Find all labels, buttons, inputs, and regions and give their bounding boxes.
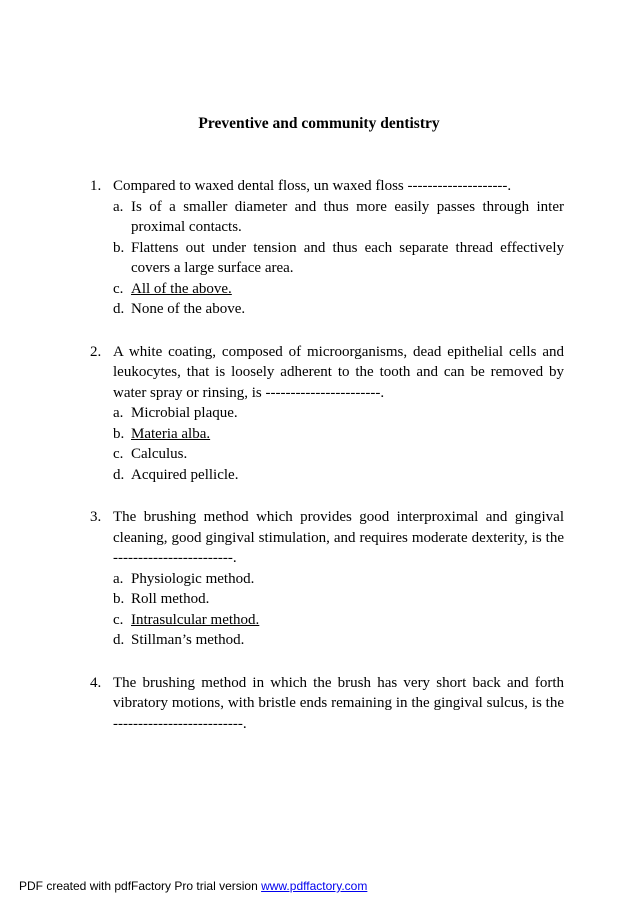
question-text: The brushing method which provides good interproximal and gingival cleaning, good gingival stimulation, and requires moderate dexterity, is the ------------------------.	[113, 509, 564, 566]
footer-link[interactable]: www.pdffactory.com	[261, 879, 368, 893]
option-text-answer: All of the above.	[131, 280, 232, 297]
option-label: d.	[113, 632, 125, 648]
option-text: None of the above.	[131, 301, 246, 317]
option-d	[113, 465, 564, 486]
option-label: c.	[113, 446, 124, 462]
option-label: c.	[113, 280, 124, 297]
option-text: Is of a smaller diameter and thus more easily passes through inter proximal contacts.	[131, 198, 564, 235]
option-label: d.	[113, 466, 125, 483]
option-d	[113, 630, 564, 651]
option-a	[113, 403, 564, 424]
question-number: 3.	[90, 509, 102, 525]
question-text: A white coating, composed of microorganisms, dead epithelial cells and leukocytes, that is loosely adherent to the tooth and can be removed by water spray or rinsing, is -----------------------.	[113, 343, 564, 401]
option-c	[113, 279, 564, 300]
option-label: b.	[113, 591, 125, 607]
option-text: Acquired pellicle.	[131, 466, 239, 483]
option-text: Roll method.	[131, 591, 210, 607]
option-label: c.	[113, 611, 124, 628]
option-text: Physiologic method.	[131, 570, 255, 587]
option-b	[113, 238, 564, 279]
question-3	[90, 507, 564, 651]
question-list	[90, 176, 564, 756]
option-b	[113, 424, 564, 445]
option-label: a.	[113, 570, 124, 587]
option-list	[113, 197, 564, 320]
option-d	[113, 299, 564, 320]
pdf-footer	[19, 876, 367, 897]
option-label: b.	[113, 425, 125, 442]
option-list	[113, 569, 564, 651]
option-label: a.	[113, 198, 124, 215]
question-text: The brushing method in which the brush has very short back and forth vibratory motions, with bristle ends remaining in the gingival sulcus, is the --------------------------.	[113, 674, 564, 732]
option-text-answer: Materia alba.	[131, 425, 211, 442]
option-list	[113, 403, 564, 485]
option-c	[113, 610, 564, 631]
option-label: d.	[113, 301, 125, 317]
question-text: Compared to waxed dental floss, un waxed floss --------------------.	[113, 178, 512, 194]
option-text: Flattens out under tension and thus each separate thread effectively covers a large surface area.	[131, 239, 564, 276]
footer-text: PDF created with pdfFactory Pro trial version	[19, 879, 262, 893]
question-number: 4.	[90, 674, 102, 691]
question-4	[90, 673, 564, 735]
question-number: 1.	[90, 178, 102, 194]
option-c	[113, 444, 564, 465]
option-text: Calculus.	[131, 446, 188, 462]
option-text: Microbial plaque.	[131, 405, 238, 421]
page-title: Preventive and community dentistry	[198, 115, 440, 132]
question-1	[90, 176, 564, 320]
question-number: 2.	[90, 343, 102, 360]
question-2	[90, 342, 564, 486]
option-text: Stillman’s method.	[131, 632, 245, 648]
option-a	[113, 569, 564, 590]
option-b	[113, 589, 564, 610]
option-label: b.	[113, 239, 125, 256]
option-text-answer: Intrasulcular method.	[131, 611, 260, 628]
option-label: a.	[113, 405, 124, 421]
option-a	[113, 197, 564, 238]
